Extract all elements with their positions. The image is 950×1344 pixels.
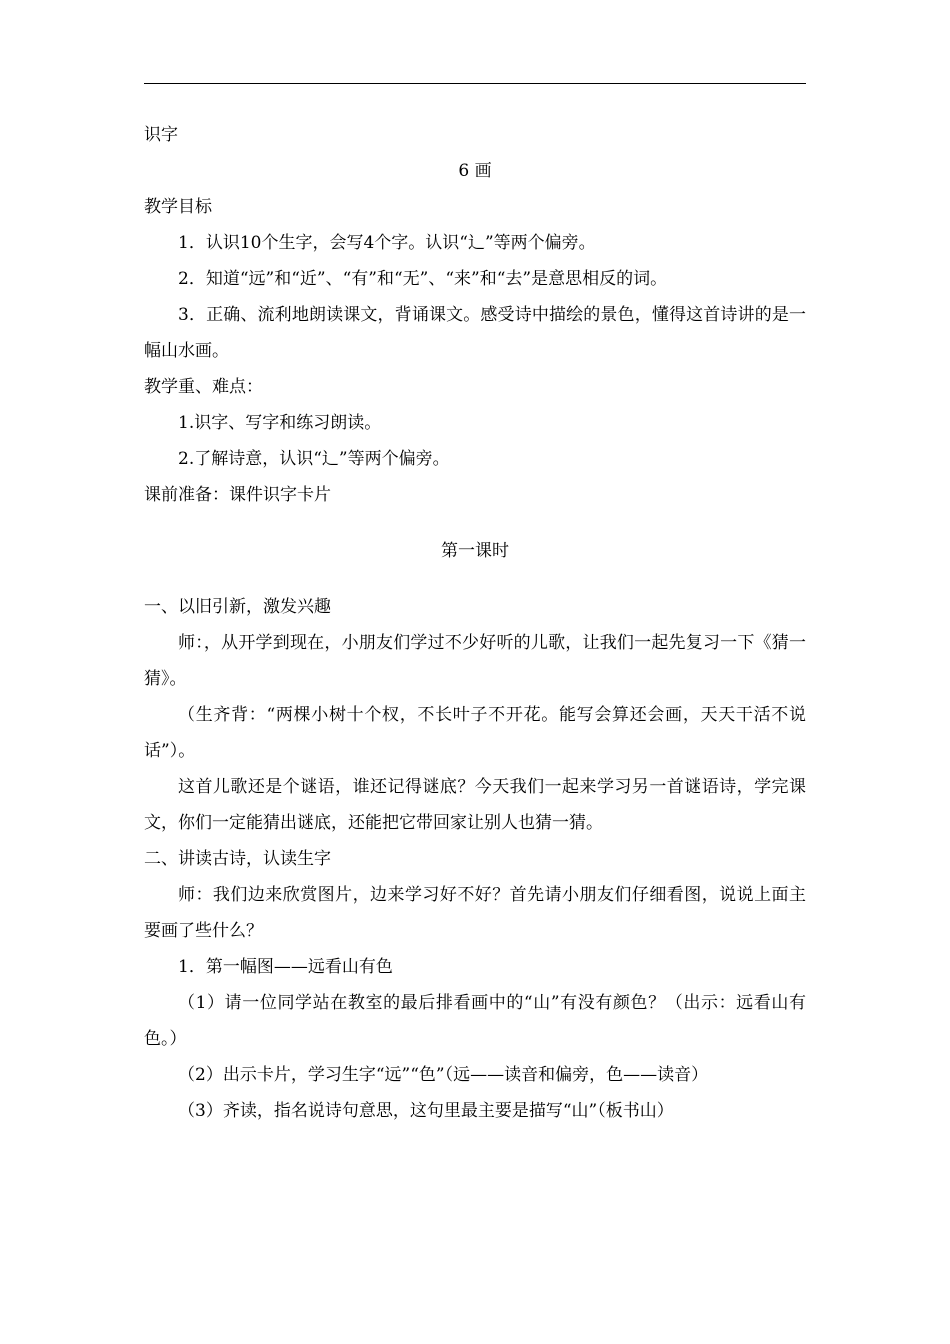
section2-paragraph: （1）请一位同学站在教室的最后排看画中的“山”有没有颜色？（出示：远看山有色。） [144,993,806,1049]
lesson-title: 6 画 [458,161,492,181]
key-point-item: 1.识字、写字和练习朗读。 [178,413,382,433]
section1-heading: 一、以旧引新，激发兴趣 [144,597,331,617]
objective-item: 1．认识10个生字，会写4个字。认识“辶”等两个偏旁。 [178,233,596,253]
section2-paragraph: （3）齐读，指名说诗句意思，这句里最主要是描写“山”（板书山） [178,1101,674,1121]
section2-paragraph: 1．第一幅图——远看山有色 [178,957,393,977]
section2-paragraph: 师：我们边来欣赏图片，边来学习好不好？首先请小朋友们仔细看图，说说上面主要画了些什么？ [144,885,806,941]
section1-paragraph: 师：，从开学到现在，小朋友们学过不少好听的儿歌，让我们一起先复习一下《猜一猜》。 [144,633,806,689]
objectives-heading: 教学目标 [144,197,212,217]
section-label: 识字 [144,125,178,145]
spacer [144,513,806,533]
objective-item: 2．知道“远”和“近”、“有”和“无”、“来”和“去”是意思相反的词。 [178,269,668,289]
section2-paragraph: （2）出示卡片，学习生字“远”“色”（远——读音和偏旁，色——读音） [178,1065,709,1085]
section2-heading: 二、讲读古诗，认读生字 [144,849,331,869]
document-body [144,117,806,1129]
spacer [144,569,806,589]
section1-paragraph: 这首儿歌还是个谜语，谁还记得谜底？今天我们一起来学习另一首谜语诗，学完课文，你们一定能猜出谜底，还能把它带回家让别人也猜一猜。 [144,777,806,833]
period-title: 第一课时 [441,541,509,561]
objective-item: 3．正确、流利地朗读课文，背诵课文。感受诗中描绘的景色，懂得这首诗讲的是一幅山水画。 [144,305,806,361]
key-point-item: 2.了解诗意，认识“辶”等两个偏旁。 [178,449,450,469]
key-points-heading: 教学重、难点： [144,377,263,397]
preparation: 课前准备：课件识字卡片 [144,485,331,505]
section1-paragraph: （生齐背：“两棵小树十个杈，不长叶子不开花。能写会算还会画，天天干活不说话”）。 [144,705,806,761]
header-rule [144,83,806,84]
